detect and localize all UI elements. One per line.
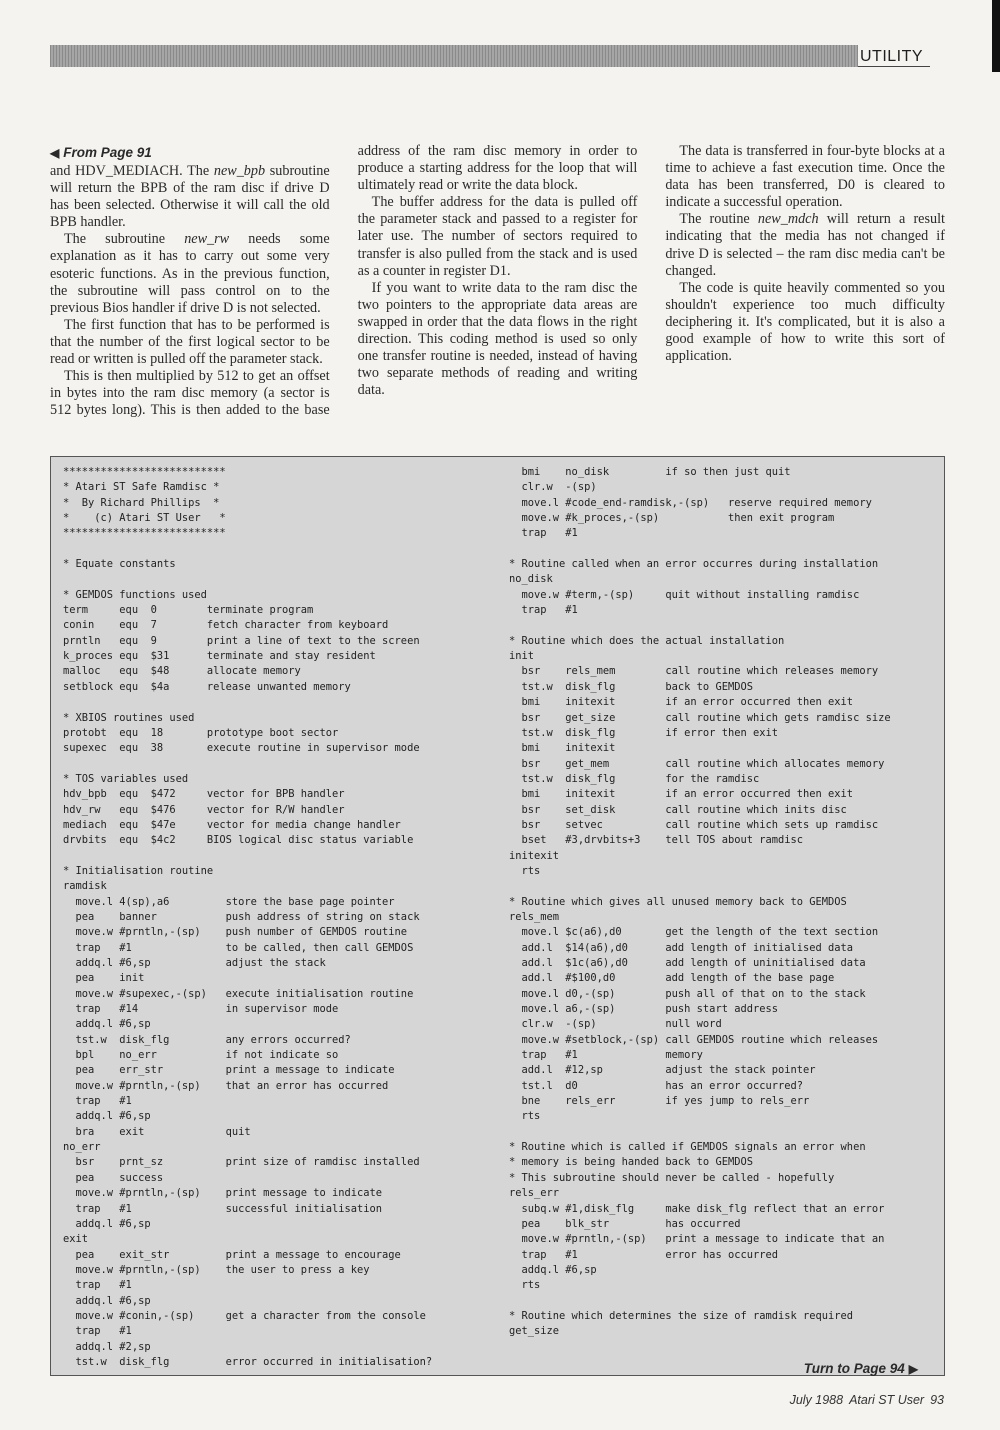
code-line: addq.l #2,sp bbox=[63, 1340, 151, 1353]
code-line: clr.w -(sp) bbox=[509, 481, 597, 494]
code-line: trap #1 error has occurred bbox=[509, 1248, 778, 1261]
code-line: exit bbox=[63, 1233, 89, 1246]
code-line: rts bbox=[509, 1279, 541, 1292]
header-band bbox=[50, 45, 858, 67]
code-line: no_err bbox=[63, 1141, 101, 1154]
code-line: trap #1 bbox=[63, 1325, 132, 1338]
code-line: add.l $14(a6),d0 add length of initialised data bbox=[509, 941, 854, 954]
code-line: init bbox=[509, 650, 535, 663]
code-line: bmi initexit if an error occurred then exit bbox=[509, 788, 854, 801]
code-line: move.l a6,-(sp) push start address bbox=[509, 1003, 778, 1016]
code-line: move.l #code_end-ramdisk,-(sp) reserve required memory bbox=[509, 496, 872, 509]
paragraph-3: The first function that has to be performed is that the number of the first logical sector to be read or written is pulled off the parameter stack. bbox=[50, 316, 330, 368]
section-label: UTILITY bbox=[860, 48, 924, 65]
code-line: addq.l #6,sp bbox=[63, 1110, 151, 1123]
code-line: hdv_bpb equ $472 vector for BPB handler bbox=[63, 788, 345, 801]
paragraph-4: This is then multiplied by 512 to get an offset in bytes into the ram disc memory (a sector is 512 bytes long). This is then added to the base address of the ram disc memory in order to produce a starting address for the loop that will ultimately read or write the data block. bbox=[50, 143, 638, 419]
paragraph-7: The data is transferred in four-byte blocks at a time to achieve a fast execution time. Once the data has been transferred, D0 is cleared to indicate a successful operation. bbox=[665, 143, 945, 211]
code-line: bpl no_err if not indicate so bbox=[63, 1049, 339, 1062]
code-line: move.w #prntln,-(sp) print a message to indicate that an bbox=[509, 1233, 885, 1246]
code-line: pea success bbox=[63, 1171, 164, 1184]
paragraph-9: The code is quite heavily commented so you shouldn't experience too much difficulty deciphering it. It's complicated, but it is also a good example of how to write this sort of application. bbox=[665, 279, 945, 365]
page-footer bbox=[790, 1393, 944, 1407]
code-line: addq.l #6,sp bbox=[63, 1294, 151, 1307]
code-listing-right bbox=[509, 465, 891, 1340]
code-listing-panel bbox=[50, 456, 945, 1376]
code-line: move.l 4(sp),a6 store the base page pointer bbox=[63, 895, 395, 908]
code-line: tst.w disk_flg back to GEMDOS bbox=[509, 680, 753, 693]
code-line: no_disk bbox=[509, 573, 553, 586]
code-line: trap #1 memory bbox=[509, 1049, 703, 1062]
code-line: bne rels_err if yes jump to rels_err bbox=[509, 1095, 810, 1108]
paragraph-5: The buffer address for the data is pulled off the parameter stack and passed to a register for later use. The number of sectors required to transfer is also pulled from the stack and is used as a counter in register D1. bbox=[357, 194, 638, 279]
paragraph-1: and HDV_MEDIACH. The new_bpb subroutine will return the BPB of the ram disc if drive D has been selected. Otherwise it will call the old BPB handler. bbox=[50, 163, 330, 231]
code-line: move.w #prntln,-(sp) the user to press a key bbox=[63, 1263, 370, 1276]
code-line: move.w #prntln,-(sp) that an error has occurred bbox=[63, 1079, 389, 1092]
code-line: bsr rels_mem call routine which releases memory bbox=[509, 665, 879, 678]
code-line: ************************** bbox=[63, 527, 226, 540]
code-line: * TOS variables used bbox=[63, 772, 189, 785]
code-line: addq.l #6,sp bbox=[509, 1263, 597, 1276]
code-line: tst.l d0 has an error occurred? bbox=[509, 1079, 804, 1092]
code-line: trap #1 bbox=[509, 527, 578, 540]
code-line: get_size bbox=[509, 1325, 560, 1338]
code-line: tst.w disk_flg for the ramdisc bbox=[509, 772, 760, 785]
code-line: initexit bbox=[509, 849, 560, 862]
footer-page-number: 93 bbox=[930, 1393, 944, 1407]
code-line: move.l d0,-(sp) push all of that on to the stack bbox=[509, 987, 866, 1000]
code-line: bmi initexit if an error occurred then exit bbox=[509, 696, 854, 709]
code-line: supexec equ 38 execute routine in supervisor mode bbox=[63, 742, 420, 755]
code-line: add.l $1c(a6),d0 add length of uninitialised data bbox=[509, 957, 866, 969]
code-line: trap #1 bbox=[63, 1095, 132, 1108]
code-line: move.w #k_proces,-(sp) then exit program bbox=[509, 512, 835, 525]
code-line: move.w #prntln,-(sp) print message to indicate bbox=[63, 1187, 383, 1200]
code-line: protobt equ 18 prototype boot sector bbox=[63, 726, 339, 739]
code-line: * Routine which gives all unused memory back to GEMDOS bbox=[509, 895, 847, 908]
code-line: trap #14 in supervisor mode bbox=[63, 1003, 339, 1016]
code-line: * memory is being handed back to GEMDOS bbox=[509, 1156, 753, 1169]
from-page-label: From Page 91 bbox=[63, 145, 152, 160]
code-line: trap #1 bbox=[509, 604, 578, 617]
code-line: * Equate constants bbox=[63, 558, 176, 571]
inline-code-new-mdch: new_mdch bbox=[757, 211, 819, 228]
code-line: tst.w disk_flg error occurred in initialisation? bbox=[63, 1355, 433, 1368]
code-line: * XBIOS routines used bbox=[63, 711, 195, 724]
code-line: rels_mem bbox=[509, 910, 560, 923]
code-line: addq.l #6,sp bbox=[63, 1018, 151, 1031]
code-line: rels_err bbox=[509, 1187, 560, 1200]
turn-to-page-link[interactable] bbox=[804, 1361, 918, 1376]
code-line: subq.w #1,disk_flg make disk_flg reflect that an error bbox=[509, 1202, 885, 1215]
code-line: rts bbox=[509, 1110, 541, 1123]
code-line: rts bbox=[509, 864, 541, 877]
footer-magazine: Atari ST User bbox=[849, 1393, 925, 1407]
code-line: hdv_rw equ $476 vector for R/W handler bbox=[63, 803, 345, 816]
code-line: pea banner push address of string on stack bbox=[63, 910, 420, 923]
paragraph-8: The routine new_mdch will return a result indicating that the media has not changed if drive D is selected – the ram disc media can't be changed. bbox=[665, 211, 945, 279]
section-rule bbox=[858, 66, 930, 67]
code-line: addq.l #6,sp adjust the stack bbox=[63, 957, 326, 969]
code-line: move.w #term,-(sp) quit without installing ramdisc bbox=[509, 588, 860, 601]
code-line: addq.l #6,sp bbox=[63, 1217, 151, 1230]
code-line: pea err_str print a message to indicate bbox=[63, 1064, 395, 1077]
code-line: move.w #supexec,-(sp) execute initialisation routine bbox=[63, 987, 414, 1000]
code-line: move.w #setblock,-(sp) call GEMDOS routine which releases bbox=[509, 1033, 879, 1046]
code-line: pea exit_str print a message to encourage bbox=[63, 1248, 401, 1261]
code-line: bsr set_disk call routine which inits disc bbox=[509, 803, 847, 816]
code-line: trap #1 successful initialisation bbox=[63, 1202, 383, 1215]
code-line: ************************** bbox=[63, 466, 226, 478]
code-line: bsr prnt_sz print size of ramdisc installed bbox=[63, 1156, 420, 1169]
code-line: * This subroutine should never be called - hopefully bbox=[509, 1171, 835, 1184]
code-line: prntln equ 9 print a line of text to the screen bbox=[63, 634, 420, 647]
code-line: mediach equ $47e vector for media change handler bbox=[63, 818, 401, 831]
code-line: bsr get_mem call routine which allocates memory bbox=[509, 757, 885, 770]
code-line: malloc equ $48 allocate memory bbox=[63, 665, 301, 678]
code-line: conin equ 7 fetch character from keyboard bbox=[63, 619, 389, 632]
code-line: * Routine which is called if GEMDOS signals an error when bbox=[509, 1141, 866, 1154]
code-line: term equ 0 terminate program bbox=[63, 604, 314, 617]
code-line: move.l $c(a6),d0 get the length of the text section bbox=[509, 926, 879, 939]
code-line: move.w #conin,-(sp) get a character from the console bbox=[63, 1309, 426, 1322]
code-line: pea init bbox=[63, 972, 145, 985]
page-edge-tab bbox=[992, 0, 1000, 72]
code-line: * Routine which does the actual installation bbox=[509, 634, 785, 647]
code-line: drvbits equ $4c2 BIOS logical disc status variable bbox=[63, 834, 414, 847]
code-line: * Routine called when an error occurres during installation bbox=[509, 558, 879, 571]
paragraph-6: If you want to write data to the ram disc the two pointers to the appropriate data areas are swapped in order that the data flows in the right direction. This coding method is used so only one transfer routine is needed, instead of having two separate methods of reading and writing data. bbox=[357, 279, 638, 399]
code-line: pea blk_str has occurred bbox=[509, 1217, 741, 1230]
code-line: * Routine which determines the size of ramdisk required bbox=[509, 1309, 854, 1322]
code-line: bsr get_size call routine which gets ramdisc size bbox=[509, 711, 891, 724]
code-listing-left bbox=[63, 465, 432, 1370]
code-line: trap #1 to be called, then call GEMDOS bbox=[63, 941, 414, 954]
from-page-link[interactable] bbox=[50, 143, 330, 163]
arrow-right-icon: ▶ bbox=[908, 1362, 918, 1376]
paragraph-2: The subroutine new_rw needs some explanation as it has to carry out some very esoteric functions. As in the previous function, the subroutine will pass control on to the previous Bios handler if drive D is not selected. bbox=[50, 231, 330, 316]
code-line: * Initialisation routine bbox=[63, 864, 214, 877]
code-line: trap #1 bbox=[63, 1279, 132, 1292]
article-body bbox=[50, 143, 945, 433]
code-line: * Atari ST Safe Ramdisc * bbox=[63, 481, 220, 494]
code-line: * GEMDOS functions used bbox=[63, 588, 207, 601]
code-line: bmi initexit bbox=[509, 742, 616, 755]
code-line: setblock equ $4a release unwanted memory bbox=[63, 680, 351, 693]
code-line: add.l #12,sp adjust the stack pointer bbox=[509, 1064, 816, 1077]
code-line: clr.w -(sp) null word bbox=[509, 1018, 722, 1031]
code-line: add.l #$100,d0 add length of the base page bbox=[509, 972, 835, 985]
code-line: * By Richard Phillips * bbox=[63, 496, 220, 509]
inline-code-new-rw: new_rw bbox=[184, 231, 230, 248]
arrow-left-icon: ◀ bbox=[50, 146, 60, 160]
code-line: * (c) Atari ST User * bbox=[63, 512, 226, 525]
code-line: bra exit quit bbox=[63, 1125, 251, 1138]
code-line: ramdisk bbox=[63, 880, 107, 893]
code-line: bset #3,drvbits+3 tell TOS about ramdisc bbox=[509, 834, 804, 847]
code-line: bsr setvec call routine which sets up ramdisc bbox=[509, 818, 879, 831]
code-line: bmi no_disk if so then just quit bbox=[509, 466, 791, 478]
turn-to-label: Turn to Page 94 bbox=[803, 1361, 905, 1376]
footer-date: July 1988 bbox=[789, 1393, 844, 1407]
code-line: tst.w disk_flg any errors occurred? bbox=[63, 1033, 351, 1046]
code-line: move.w #prntln,-(sp) push number of GEMDOS routine bbox=[63, 926, 408, 939]
code-line: k_proces equ $31 terminate and stay resident bbox=[63, 650, 376, 663]
inline-code-new-bpb: new_bpb bbox=[213, 163, 266, 179]
code-line: tst.w disk_flg if error then exit bbox=[509, 726, 778, 739]
